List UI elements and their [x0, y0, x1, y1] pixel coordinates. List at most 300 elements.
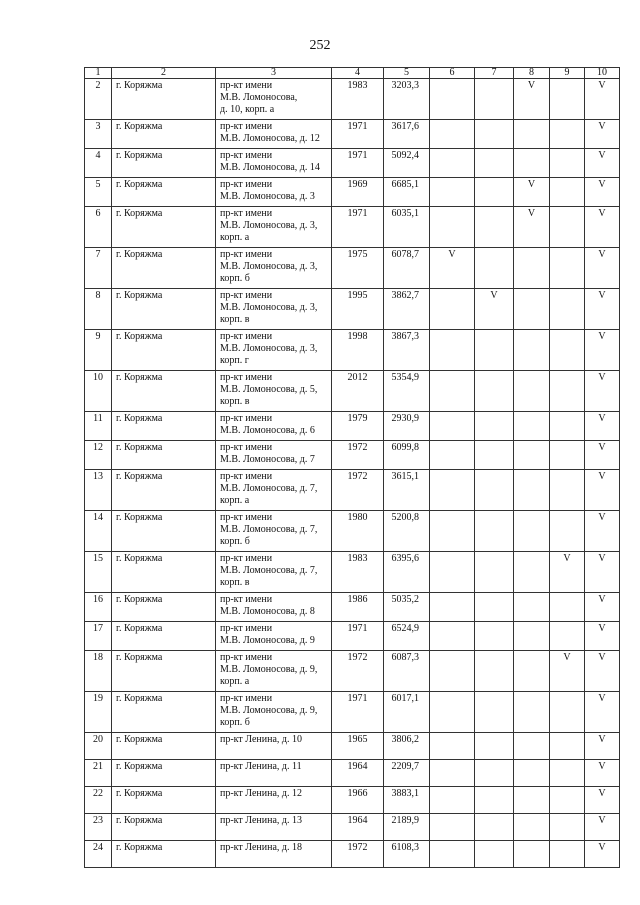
year-cell: 1964: [332, 760, 384, 787]
mark-cell-c8: [514, 120, 550, 149]
mark-cell-c8: [514, 470, 550, 511]
year-cell: 1983: [332, 552, 384, 593]
table-row: [85, 149, 620, 178]
page-number: 252: [309, 38, 331, 53]
address-line: М.В. Ломоносова, д. 5,: [220, 384, 318, 395]
row-number-cell: 10: [85, 371, 112, 412]
mark-cell-c6: [430, 651, 475, 692]
address-line: пр-кт имени: [220, 413, 273, 424]
year-cell: 1995: [332, 289, 384, 330]
area-cell: 5035,2: [384, 593, 430, 622]
address-line: корп. а: [220, 495, 250, 506]
year-cell: 1966: [332, 787, 384, 814]
address-cell: [216, 248, 332, 289]
mark-cell-c7: [475, 841, 514, 868]
address-line: М.В. Ломоносова, д. 9,: [220, 705, 318, 716]
address-line: М.В. Ломоносова, д. 7,: [220, 524, 318, 535]
year-cell: 1972: [332, 841, 384, 868]
address-line: М.В. Ломоносова, д. 3,: [220, 261, 318, 272]
mark-cell-c7: [475, 330, 514, 371]
area-cell: 3806,2: [384, 733, 430, 760]
city-cell: г. Коряжма: [112, 552, 216, 593]
mark-cell-c7: [475, 692, 514, 733]
address-line: пр-кт Ленина, д. 18: [220, 842, 303, 853]
mark-cell-c9: [550, 248, 585, 289]
row-number-cell: 9: [85, 330, 112, 371]
column-header: 9: [550, 68, 585, 79]
city-cell: г. Коряжма: [112, 149, 216, 178]
city-cell: г. Коряжма: [112, 178, 216, 207]
row-number-cell: 22: [85, 787, 112, 814]
mark-cell-c10: V: [585, 470, 620, 511]
year-cell: 1969: [332, 178, 384, 207]
mark-cell-c8: [514, 330, 550, 371]
mark-cell-c8: [514, 733, 550, 760]
address-line: М.В. Ломоносова, д. 3,: [220, 302, 318, 313]
year-cell: 1972: [332, 470, 384, 511]
table-row: [85, 593, 620, 622]
mark-cell-c6: [430, 814, 475, 841]
address-cell: [216, 412, 332, 441]
row-number-cell: 4: [85, 149, 112, 178]
city-cell: г. Коряжма: [112, 622, 216, 651]
mark-cell-c7: [475, 248, 514, 289]
mark-cell-c6: [430, 289, 475, 330]
mark-cell-c9: [550, 371, 585, 412]
mark-cell-c9: [550, 412, 585, 441]
mark-cell-c6: [430, 733, 475, 760]
address-cell: [216, 760, 332, 787]
mark-cell-c9: V: [550, 651, 585, 692]
address-line: пр-кт имени: [220, 623, 273, 634]
mark-cell-c7: [475, 511, 514, 552]
address-line: пр-кт Ленина, д. 11: [220, 761, 302, 772]
year-cell: 1971: [332, 207, 384, 248]
mark-cell-c6: [430, 120, 475, 149]
mark-cell-c7: [475, 470, 514, 511]
mark-cell-c6: V: [430, 248, 475, 289]
address-line: пр-кт имени: [220, 693, 273, 704]
column-header: 2: [112, 68, 216, 79]
city-cell: г. Коряжма: [112, 593, 216, 622]
mark-cell-c9: [550, 289, 585, 330]
mark-cell-c6: [430, 79, 475, 120]
table-row: [85, 371, 620, 412]
address-line: М.В. Ломоносова, д. 12: [220, 133, 320, 144]
address-line: пр-кт имени: [220, 553, 273, 564]
year-cell: 1972: [332, 651, 384, 692]
mark-cell-c8: [514, 149, 550, 178]
address-line: М.В. Ломоносова, д. 7,: [220, 565, 318, 576]
address-cell: [216, 733, 332, 760]
housing-table: [84, 67, 620, 868]
table-row: [85, 412, 620, 441]
mark-cell-c6: [430, 441, 475, 470]
mark-cell-c7: [475, 622, 514, 651]
city-cell: г. Коряжма: [112, 412, 216, 441]
table-row: [85, 248, 620, 289]
mark-cell-c8: [514, 651, 550, 692]
address-line: пр-кт Ленина, д. 10: [220, 734, 303, 745]
address-cell: [216, 552, 332, 593]
address-line: пр-кт имени: [220, 150, 273, 161]
mark-cell-c7: [475, 207, 514, 248]
mark-cell-c10: V: [585, 593, 620, 622]
row-number-cell: 24: [85, 841, 112, 868]
city-cell: г. Коряжма: [112, 79, 216, 120]
address-line: корп. б: [220, 273, 250, 284]
city-cell: г. Коряжма: [112, 330, 216, 371]
address-line: пр-кт Ленина, д. 12: [220, 788, 303, 799]
mark-cell-c10: V: [585, 149, 620, 178]
mark-cell-c10: V: [585, 651, 620, 692]
address-line: М.В. Ломоносова, д. 8: [220, 606, 315, 617]
mark-cell-c6: [430, 330, 475, 371]
table-row: [85, 289, 620, 330]
mark-cell-c8: [514, 511, 550, 552]
table-row: [85, 733, 620, 760]
mark-cell-c9: [550, 511, 585, 552]
city-cell: г. Коряжма: [112, 841, 216, 868]
mark-cell-c8: [514, 289, 550, 330]
mark-cell-c8: [514, 814, 550, 841]
table-row: [85, 787, 620, 814]
city-cell: г. Коряжма: [112, 787, 216, 814]
address-line: М.В. Ломоносова, д. 3,: [220, 220, 318, 231]
address-line: пр-кт имени: [220, 442, 273, 453]
address-line: М.В. Ломоносова, д. 7: [220, 454, 315, 465]
year-cell: 1965: [332, 733, 384, 760]
address-line: пр-кт Ленина, д. 13: [220, 815, 303, 826]
area-cell: 6108,3: [384, 841, 430, 868]
row-number-cell: 14: [85, 511, 112, 552]
table-row: [85, 651, 620, 692]
mark-cell-c6: [430, 412, 475, 441]
year-cell: 1971: [332, 120, 384, 149]
mark-cell-c10: V: [585, 412, 620, 441]
address-line: пр-кт имени: [220, 331, 273, 342]
mark-cell-c7: V: [475, 289, 514, 330]
row-number-cell: 11: [85, 412, 112, 441]
column-header: 6: [430, 68, 475, 79]
address-line: пр-кт имени: [220, 121, 273, 132]
address-cell: [216, 207, 332, 248]
city-cell: г. Коряжма: [112, 814, 216, 841]
address-line: М.В. Ломоносова, д. 9: [220, 635, 315, 646]
mark-cell-c9: [550, 593, 585, 622]
city-cell: г. Коряжма: [112, 371, 216, 412]
area-cell: 3883,1: [384, 787, 430, 814]
address-line: д. 10, корп. а: [220, 104, 275, 115]
area-cell: 6685,1: [384, 178, 430, 207]
address-line: М.В. Ломоносова, д. 6: [220, 425, 315, 436]
table-row: [85, 120, 620, 149]
area-cell: 5200,8: [384, 511, 430, 552]
column-header: 8: [514, 68, 550, 79]
address-line: М.В. Ломоносова, д. 3,: [220, 343, 318, 354]
area-cell: 6524,9: [384, 622, 430, 651]
mark-cell-c10: V: [585, 248, 620, 289]
year-cell: 1964: [332, 814, 384, 841]
mark-cell-c10: V: [585, 178, 620, 207]
mark-cell-c9: [550, 120, 585, 149]
city-cell: г. Коряжма: [112, 207, 216, 248]
year-cell: 1971: [332, 622, 384, 651]
address-line: корп. в: [220, 314, 250, 325]
mark-cell-c7: [475, 149, 514, 178]
column-header: 5: [384, 68, 430, 79]
row-number-cell: 20: [85, 733, 112, 760]
mark-cell-c10: V: [585, 692, 620, 733]
year-cell: 1998: [332, 330, 384, 371]
column-header: 10: [585, 68, 620, 79]
address-line: корп. а: [220, 232, 250, 243]
mark-cell-c10: V: [585, 371, 620, 412]
mark-cell-c8: [514, 552, 550, 593]
address-line: пр-кт имени: [220, 372, 273, 383]
mark-cell-c6: [430, 552, 475, 593]
address-cell: [216, 441, 332, 470]
address-line: корп. б: [220, 536, 250, 547]
year-cell: 1980: [332, 511, 384, 552]
address-line: пр-кт имени: [220, 471, 273, 482]
address-cell: [216, 622, 332, 651]
mark-cell-c8: V: [514, 79, 550, 120]
mark-cell-c7: [475, 651, 514, 692]
table-row: [85, 441, 620, 470]
mark-cell-c7: [475, 552, 514, 593]
row-number-cell: 21: [85, 760, 112, 787]
mark-cell-c7: [475, 441, 514, 470]
city-cell: г. Коряжма: [112, 248, 216, 289]
year-cell: 1975: [332, 248, 384, 289]
address-cell: [216, 814, 332, 841]
mark-cell-c6: [430, 787, 475, 814]
address-cell: [216, 120, 332, 149]
address-line: корп. а: [220, 676, 250, 687]
column-header: 1: [85, 68, 112, 79]
address-line: пр-кт имени: [220, 594, 273, 605]
mark-cell-c9: [550, 149, 585, 178]
row-number-cell: 8: [85, 289, 112, 330]
address-line: пр-кт имени: [220, 652, 273, 663]
mark-cell-c6: [430, 470, 475, 511]
city-cell: г. Коряжма: [112, 289, 216, 330]
mark-cell-c9: [550, 814, 585, 841]
city-cell: г. Коряжма: [112, 760, 216, 787]
city-cell: г. Коряжма: [112, 120, 216, 149]
area-cell: 2930,9: [384, 412, 430, 441]
area-cell: 2189,9: [384, 814, 430, 841]
table-row: [85, 470, 620, 511]
city-cell: г. Коряжма: [112, 470, 216, 511]
row-number-cell: 5: [85, 178, 112, 207]
area-cell: 6017,1: [384, 692, 430, 733]
year-cell: 2012: [332, 371, 384, 412]
address-cell: [216, 149, 332, 178]
table-row: [85, 207, 620, 248]
table-row: [85, 330, 620, 371]
address-line: М.В. Ломоносова,: [220, 92, 298, 103]
mark-cell-c6: [430, 593, 475, 622]
address-line: пр-кт имени: [220, 80, 273, 91]
column-header: 3: [216, 68, 332, 79]
table-body: [85, 79, 620, 868]
mark-cell-c8: [514, 760, 550, 787]
city-cell: г. Коряжма: [112, 692, 216, 733]
mark-cell-c10: V: [585, 733, 620, 760]
mark-cell-c8: [514, 371, 550, 412]
mark-cell-c10: V: [585, 841, 620, 868]
address-line: пр-кт имени: [220, 179, 273, 190]
row-number-cell: 3: [85, 120, 112, 149]
column-header: 7: [475, 68, 514, 79]
mark-cell-c8: [514, 692, 550, 733]
area-cell: 5092,4: [384, 149, 430, 178]
row-number-cell: 7: [85, 248, 112, 289]
year-cell: 1971: [332, 692, 384, 733]
mark-cell-c6: [430, 149, 475, 178]
area-cell: 6099,8: [384, 441, 430, 470]
table-row: [85, 692, 620, 733]
mark-cell-c8: [514, 622, 550, 651]
mark-cell-c10: V: [585, 787, 620, 814]
area-cell: 2209,7: [384, 760, 430, 787]
city-cell: г. Коряжма: [112, 651, 216, 692]
address-line: пр-кт имени: [220, 512, 273, 523]
mark-cell-c6: [430, 760, 475, 787]
address-line: пр-кт имени: [220, 290, 273, 301]
mark-cell-c6: [430, 692, 475, 733]
address-cell: [216, 79, 332, 120]
mark-cell-c7: [475, 593, 514, 622]
area-cell: 3867,3: [384, 330, 430, 371]
mark-cell-c10: V: [585, 552, 620, 593]
city-cell: г. Коряжма: [112, 733, 216, 760]
address-line: М.В. Ломоносова, д. 7,: [220, 483, 318, 494]
mark-cell-c6: [430, 841, 475, 868]
row-number-cell: 12: [85, 441, 112, 470]
mark-cell-c9: [550, 441, 585, 470]
row-number-cell: 17: [85, 622, 112, 651]
mark-cell-c9: [550, 178, 585, 207]
mark-cell-c8: [514, 441, 550, 470]
mark-cell-c9: [550, 330, 585, 371]
row-number-cell: 13: [85, 470, 112, 511]
mark-cell-c9: [550, 733, 585, 760]
mark-cell-c7: [475, 814, 514, 841]
area-cell: 3203,3: [384, 79, 430, 120]
address-line: М.В. Ломоносова, д. 14: [220, 162, 320, 173]
address-cell: [216, 692, 332, 733]
mark-cell-c9: [550, 207, 585, 248]
city-cell: г. Коряжма: [112, 511, 216, 552]
address-line: М.В. Ломоносова, д. 9,: [220, 664, 318, 675]
address-cell: [216, 651, 332, 692]
address-cell: [216, 330, 332, 371]
area-cell: 3617,6: [384, 120, 430, 149]
address-cell: [216, 841, 332, 868]
address-line: корп. в: [220, 396, 250, 407]
address-line: корп. в: [220, 577, 250, 588]
year-cell: 1971: [332, 149, 384, 178]
year-cell: 1979: [332, 412, 384, 441]
mark-cell-c9: [550, 787, 585, 814]
mark-cell-c10: V: [585, 79, 620, 120]
row-number-cell: 16: [85, 593, 112, 622]
mark-cell-c10: V: [585, 814, 620, 841]
mark-cell-c7: [475, 178, 514, 207]
row-number-cell: 23: [85, 814, 112, 841]
mark-cell-c10: V: [585, 207, 620, 248]
area-cell: 5354,9: [384, 371, 430, 412]
mark-cell-c6: [430, 622, 475, 651]
mark-cell-c10: V: [585, 511, 620, 552]
mark-cell-c9: [550, 760, 585, 787]
mark-cell-c8: [514, 841, 550, 868]
row-number-cell: 18: [85, 651, 112, 692]
mark-cell-c7: [475, 120, 514, 149]
address-cell: [216, 178, 332, 207]
table-row: [85, 814, 620, 841]
table-row: [85, 511, 620, 552]
address-line: корп. г: [220, 355, 249, 366]
mark-cell-c9: [550, 841, 585, 868]
mark-cell-c6: [430, 511, 475, 552]
mark-cell-c6: [430, 178, 475, 207]
area-cell: 6035,1: [384, 207, 430, 248]
mark-cell-c7: [475, 371, 514, 412]
table-row: [85, 760, 620, 787]
area-cell: 6078,7: [384, 248, 430, 289]
mark-cell-c8: [514, 593, 550, 622]
mark-cell-c10: V: [585, 760, 620, 787]
row-number-cell: 19: [85, 692, 112, 733]
mark-cell-c8: [514, 412, 550, 441]
table-row: [85, 841, 620, 868]
mark-cell-c9: V: [550, 552, 585, 593]
row-number-cell: 15: [85, 552, 112, 593]
mark-cell-c7: [475, 787, 514, 814]
table-row: [85, 552, 620, 593]
mark-cell-c9: [550, 470, 585, 511]
mark-cell-c6: [430, 371, 475, 412]
city-cell: г. Коряжма: [112, 441, 216, 470]
mark-cell-c10: V: [585, 289, 620, 330]
mark-cell-c7: [475, 733, 514, 760]
mark-cell-c6: [430, 207, 475, 248]
address-line: пр-кт имени: [220, 208, 273, 219]
address-cell: [216, 787, 332, 814]
area-cell: 3862,7: [384, 289, 430, 330]
area-cell: 3615,1: [384, 470, 430, 511]
mark-cell-c8: V: [514, 207, 550, 248]
mark-cell-c8: V: [514, 178, 550, 207]
mark-cell-c10: V: [585, 441, 620, 470]
table-row: [85, 178, 620, 207]
mark-cell-c10: V: [585, 622, 620, 651]
mark-cell-c7: [475, 760, 514, 787]
address-cell: [216, 470, 332, 511]
address-line: корп. б: [220, 717, 250, 728]
table-row: [85, 79, 620, 120]
mark-cell-c9: [550, 692, 585, 733]
mark-cell-c9: [550, 622, 585, 651]
mark-cell-c7: [475, 412, 514, 441]
mark-cell-c10: V: [585, 120, 620, 149]
mark-cell-c8: [514, 787, 550, 814]
address-cell: [216, 511, 332, 552]
